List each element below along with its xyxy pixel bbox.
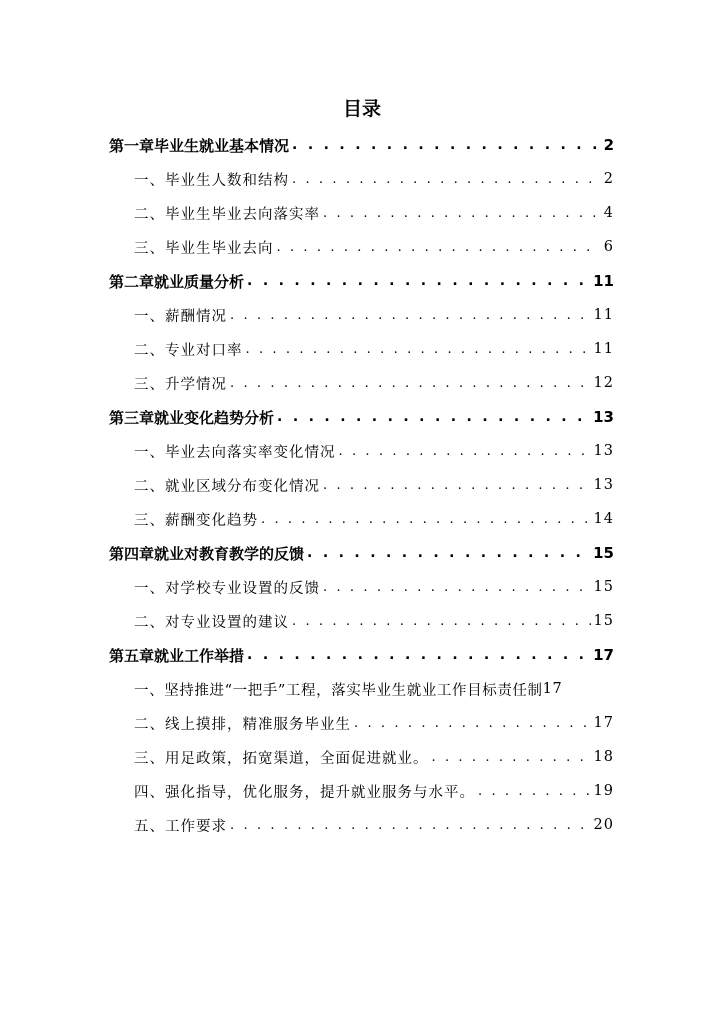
chapter-label: 第二章 bbox=[109, 272, 155, 291]
dot-leader bbox=[277, 409, 590, 425]
section-title: 三、薪酬变化趋势 bbox=[134, 512, 258, 529]
dot-leader bbox=[432, 750, 591, 765]
toc-chapter-4[interactable] bbox=[109, 538, 614, 568]
page-number: 17 bbox=[593, 715, 614, 731]
page-title: 目录 bbox=[342, 98, 381, 120]
page-number: 20 bbox=[593, 817, 614, 833]
dot-leader bbox=[292, 137, 599, 153]
toc-section-5-1[interactable] bbox=[134, 674, 614, 704]
dot-leader bbox=[354, 716, 591, 731]
chapter-title: 就业工作举措 bbox=[154, 646, 245, 665]
section-title: 二、对专业设置的建议 bbox=[134, 614, 289, 631]
dot-leader bbox=[261, 512, 591, 527]
page-number: 14 bbox=[593, 511, 614, 527]
dot-leader bbox=[246, 342, 591, 357]
chapter-label: 第三章 bbox=[109, 408, 155, 427]
dot-leader bbox=[292, 172, 599, 187]
page-number: 13 bbox=[593, 443, 614, 459]
toc-chapter-2[interactable] bbox=[109, 266, 614, 296]
page-number: 13 bbox=[593, 477, 614, 493]
dot-leader bbox=[247, 273, 590, 289]
page-number: 18 bbox=[593, 749, 614, 765]
section-title: 一、毕业去向落实率变化情况 bbox=[134, 444, 336, 461]
page-number: 19 bbox=[593, 783, 614, 799]
dot-leader bbox=[277, 240, 600, 255]
page-number: 11 bbox=[593, 307, 614, 323]
section-title: 一、薪酬情况 bbox=[134, 308, 227, 325]
toc-chapter-3[interactable] bbox=[109, 402, 614, 432]
page-number: 17 bbox=[542, 681, 563, 697]
dot-leader bbox=[478, 784, 591, 799]
chapter-title: 毕业生就业基本情况 bbox=[154, 136, 290, 155]
page-number: 2 bbox=[603, 171, 614, 187]
toc-section-3-1[interactable] bbox=[134, 436, 614, 466]
dot-leader bbox=[230, 818, 591, 833]
toc-section-2-2[interactable] bbox=[134, 334, 614, 364]
dot-leader bbox=[292, 614, 591, 629]
toc-section-2-3[interactable] bbox=[134, 368, 614, 398]
section-title: 一、坚持推进“一把手”工程，落实毕业生就业工作目标责任制 bbox=[134, 682, 543, 699]
chapter-title: 就业变化趋势分析 bbox=[154, 408, 275, 427]
dot-leader bbox=[307, 545, 590, 561]
toc-section-5-2[interactable] bbox=[134, 708, 614, 738]
page-number: 13 bbox=[593, 408, 614, 426]
section-title: 三、毕业生毕业去向 bbox=[134, 240, 274, 257]
dot-leader bbox=[230, 308, 591, 323]
section-title: 四、强化指导，优化服务，提升就业服务与水平。 bbox=[134, 784, 475, 801]
toc-section-5-3[interactable] bbox=[134, 742, 614, 772]
section-title: 二、专业对口率 bbox=[134, 342, 243, 359]
toc-chapter-1[interactable] bbox=[109, 130, 614, 160]
toc-section-1-3[interactable] bbox=[134, 232, 614, 262]
page-number: 15 bbox=[593, 579, 614, 595]
section-title: 一、毕业生人数和结构 bbox=[134, 172, 289, 189]
dot-leader bbox=[323, 478, 591, 493]
toc-section-1-1[interactable] bbox=[134, 164, 614, 194]
page-number: 15 bbox=[593, 544, 614, 562]
dot-leader bbox=[247, 647, 590, 663]
dot-leader bbox=[323, 206, 599, 221]
section-title: 五、工作要求 bbox=[134, 818, 227, 835]
dot-leader bbox=[323, 580, 591, 595]
chapter-label: 第五章 bbox=[109, 646, 155, 665]
toc-section-5-4[interactable] bbox=[134, 776, 614, 806]
page-number: 4 bbox=[603, 205, 614, 221]
toc-section-5-5[interactable] bbox=[134, 810, 614, 840]
toc-section-4-1[interactable] bbox=[134, 572, 614, 602]
section-title: 二、毕业生毕业去向落实率 bbox=[134, 206, 320, 223]
toc-section-3-2[interactable] bbox=[134, 470, 614, 500]
chapter-label: 第四章 bbox=[109, 544, 155, 563]
page-number: 12 bbox=[593, 375, 614, 391]
page-number: 17 bbox=[593, 646, 614, 664]
toc-section-2-1[interactable] bbox=[134, 300, 614, 330]
toc-chapter-5[interactable] bbox=[109, 640, 614, 670]
page-number: 11 bbox=[593, 341, 614, 357]
page-number: 15 bbox=[593, 613, 614, 629]
section-title: 二、线上摸排，精准服务毕业生 bbox=[134, 716, 351, 733]
toc-section-3-3[interactable] bbox=[134, 504, 614, 534]
section-title: 一、对学校专业设置的反馈 bbox=[134, 580, 320, 597]
toc-section-4-2[interactable] bbox=[134, 606, 614, 636]
dot-leader bbox=[230, 376, 591, 391]
toc-section-1-2[interactable] bbox=[134, 198, 614, 228]
dot-leader bbox=[339, 444, 591, 459]
page-number: 2 bbox=[603, 136, 614, 154]
chapter-label: 第一章 bbox=[109, 136, 155, 155]
page-number: 6 bbox=[603, 239, 614, 255]
section-title: 三、升学情况 bbox=[134, 376, 227, 393]
chapter-title: 就业对教育教学的反馈 bbox=[154, 544, 305, 563]
chapter-title: 就业质量分析 bbox=[154, 272, 245, 291]
page-number: 11 bbox=[593, 272, 614, 290]
section-title: 二、就业区域分布变化情况 bbox=[134, 478, 320, 495]
section-title: 三、用足政策，拓宽渠道，全面促进就业。 bbox=[134, 750, 429, 767]
